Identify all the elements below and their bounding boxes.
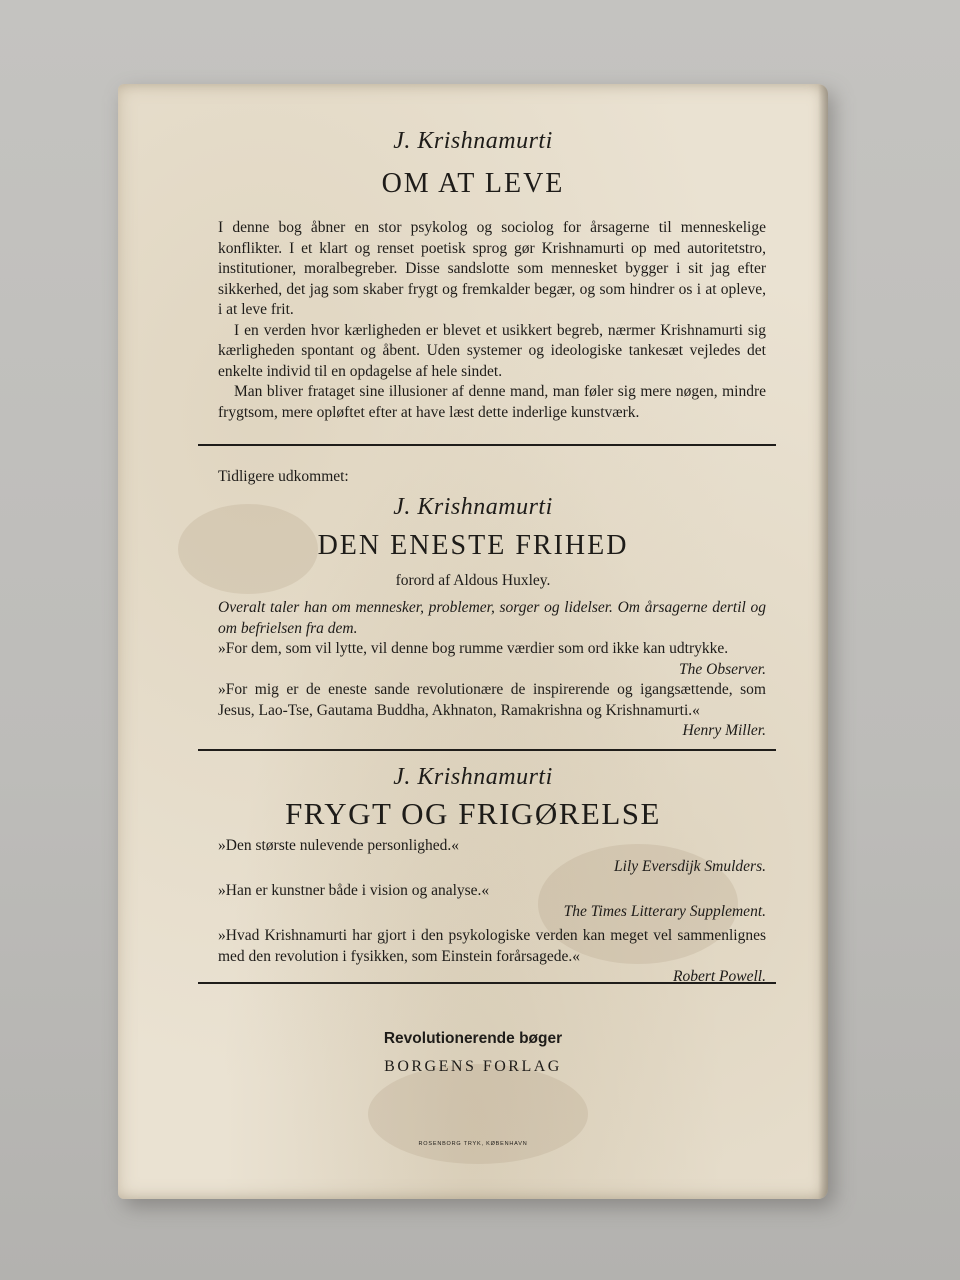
book2-quote-1: »For dem, som vil lytte, vil denne bog rumme værdier som ord ikke kan udtrykke. — [218, 640, 729, 657]
book-back-cover — [118, 84, 828, 1199]
book3-source-3: Robert Powell. — [673, 968, 766, 985]
series-name: Revolutionerende bøger — [383, 1030, 563, 1047]
previously-published-label: Tidligere udkommet: — [218, 468, 349, 485]
book3-author: J. Krishnamurti — [393, 764, 553, 790]
book2-title: DEN ENESTE FRIHED — [317, 530, 629, 561]
printer-imprint: ROSENBORG TRYK, KØBENHAVN — [418, 1141, 528, 1147]
book3-quotes — [218, 836, 766, 988]
book3-quote-2: »Han er kunstner både i vision og analyse.« — [218, 882, 490, 899]
book2-quote-2: »For mig er de eneste sande revolutionære de inspirerende og igangsættende, som Jesus, Lao-Tse, Gautama Buddha, Akhnaton, Ramakrishna og Krishnamurti.« — [218, 681, 766, 719]
book2-quotes — [218, 598, 766, 742]
book2-intro: Overalt taler han om mennesker, problemer, sorger og lidelser. Om årsagerne dertil og om befrielsen fra dem. — [218, 599, 766, 637]
book3-source-1: Lily Eversdijk Smulders. — [614, 857, 766, 875]
book1-description — [218, 218, 766, 423]
divider-rule — [198, 749, 776, 751]
book3-quote-3: »Hvad Krishnamurti har gjort i den psykologiske verden kan meget vel sammenlignes med den revolution i fysikken, som Einstein forårsagede.« — [218, 927, 766, 965]
book2-author: J. Krishnamurti — [393, 494, 553, 520]
book3-title: FRYGT OG FRIGØRELSE — [285, 796, 661, 831]
divider-rule — [198, 444, 776, 446]
publisher-name: BORGENS FORLAG — [384, 1058, 562, 1075]
book2-source-1: The Observer. — [679, 660, 766, 678]
book3-source-2: The Times Litterary Supplement. — [563, 902, 766, 920]
book1-paragraph-3: Man bliver frataget sine illusioner af denne mand, man føler sig mere nøgen, mindre frygtsom, mere opløftet efter at have læst dette inderlige kunstværk. — [218, 383, 766, 421]
book1-paragraph-1: I denne bog åbner en stor psykolog og sociolog for årsagerne til menneskelige konflikter. I et klart og renset poetisk sprog gør Krishnamurti op med autoritetstro, institutioner, moralbegreber. Disse sandslotte som mennesket bygger i sit jag efter sikkerhed, det jag som skaber frygt og fremkalder begær, og som hindrer os i at opleve, i at leve frit. — [218, 219, 766, 318]
book1-title: OM AT LEVE — [381, 168, 565, 199]
book1-paragraph-2: I en verden hvor kærligheden er blevet et usikkert begreb, nærmer Krishnamurti sig kærligheden spontant og åbent. Uden systemer og ideologiske tankesæt vejledes det enkelte individ til en opdagelse af hele sindet. — [218, 321, 766, 380]
divider-rule — [198, 982, 776, 984]
book3-quote-1: »Den største nulevende personlighed.« — [218, 837, 460, 854]
book2-source-2: Henry Miller. — [682, 722, 766, 739]
book2-foreword: forord af Aldous Huxley. — [395, 572, 551, 589]
book1-author: J. Krishnamurti — [393, 128, 553, 154]
paper-stain — [368, 1064, 588, 1164]
